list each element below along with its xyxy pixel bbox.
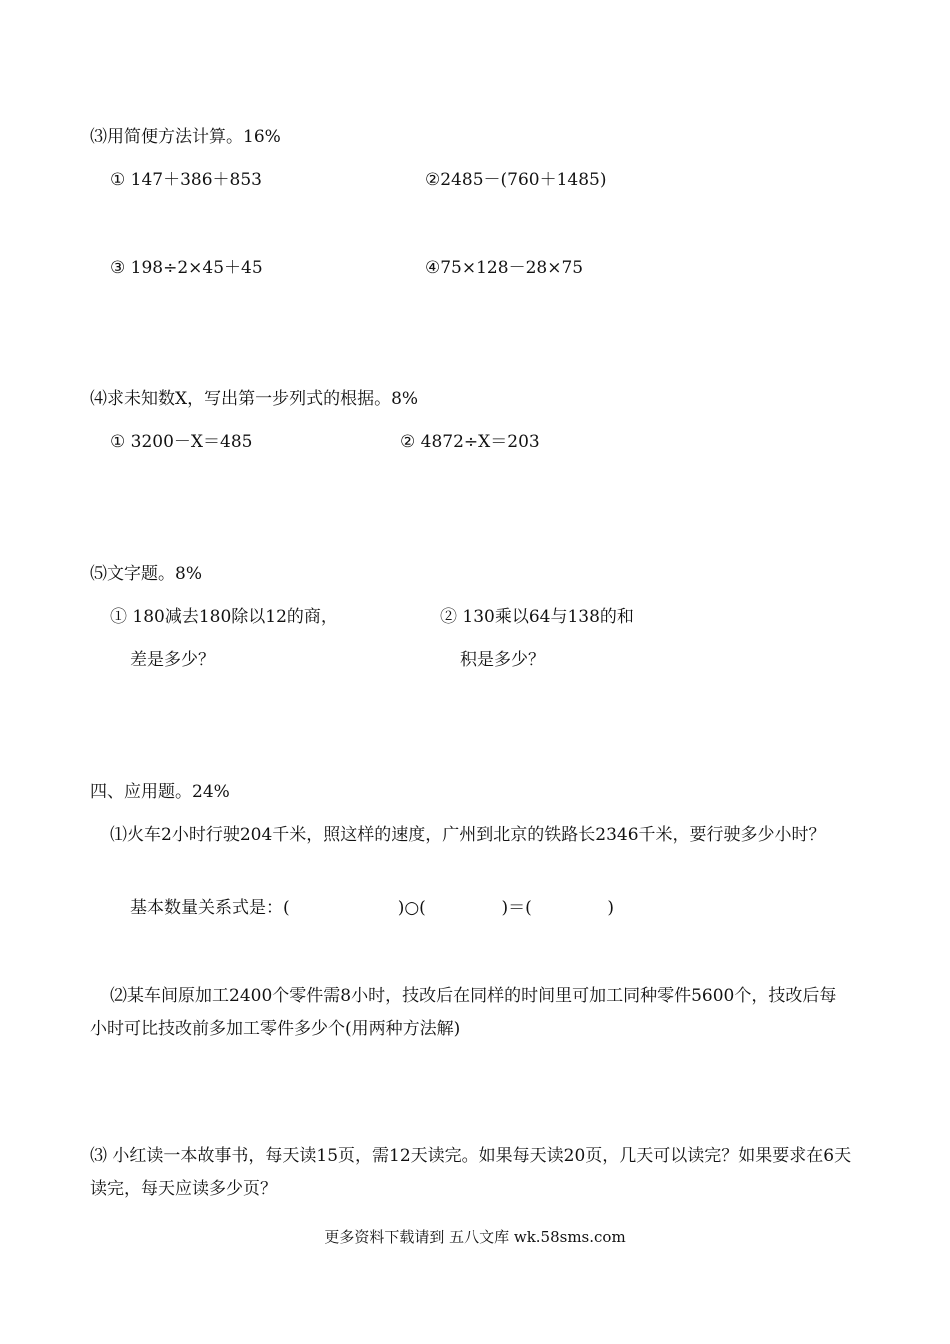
calc-item-3: ③ 198÷2×45＋45 [110,258,263,278]
word-problem-2-line-2: 积是多少？ [460,650,545,670]
application-problem-2: ⑵某车间原加工2400个零件需8小时，技改后在同样的时间里可加工同种零件5600个，技改后每小时可比技改前多加工零件多少个(用两种方法解) [90,986,837,1039]
application-problem-1: ⑴火车2小时行驶204千米，照这样的速度，广州到北京的铁路长2346千米，要行驶多少小时？ [110,825,826,845]
equation-item-2: ② 4872÷X＝203 [400,432,540,452]
calc-item-4: ④75×128－28×75 [425,258,584,278]
calc-item-2: ②2485－(760＋1485) [425,170,607,190]
word-problem-1-line-1: ① 180减去180除以12的商， [110,607,338,627]
quantity-relation-line: 基本数量关系式是：( )○( )＝( ) [130,898,615,918]
section-3-title: ⑶用简便方法计算。16% [90,127,281,147]
calc-item-1: ① 147＋386＋853 [110,170,262,190]
equation-item-1: ① 3200－X＝485 [110,432,253,452]
applications-title: 四、应用题。24% [90,782,230,802]
section-5-title: ⑸文字题。8% [90,564,202,584]
footer-download-note: 更多资料下载请到 五八文库 wk.58sms.com [324,1228,626,1246]
application-problem-3: ⑶ 小红读一本故事书，每天读15页，需12天读完。如果每天读20页，几天可以读完？如果要求在6天读完，每天应读多少页？ [90,1146,852,1199]
word-problem-1-line-2: 差是多少？ [130,650,215,670]
word-problem-2-line-1: ② 130乘以64与138的和 [440,607,634,627]
section-4-title: ⑷求未知数X，写出第一步列式的根据。8% [90,389,419,409]
